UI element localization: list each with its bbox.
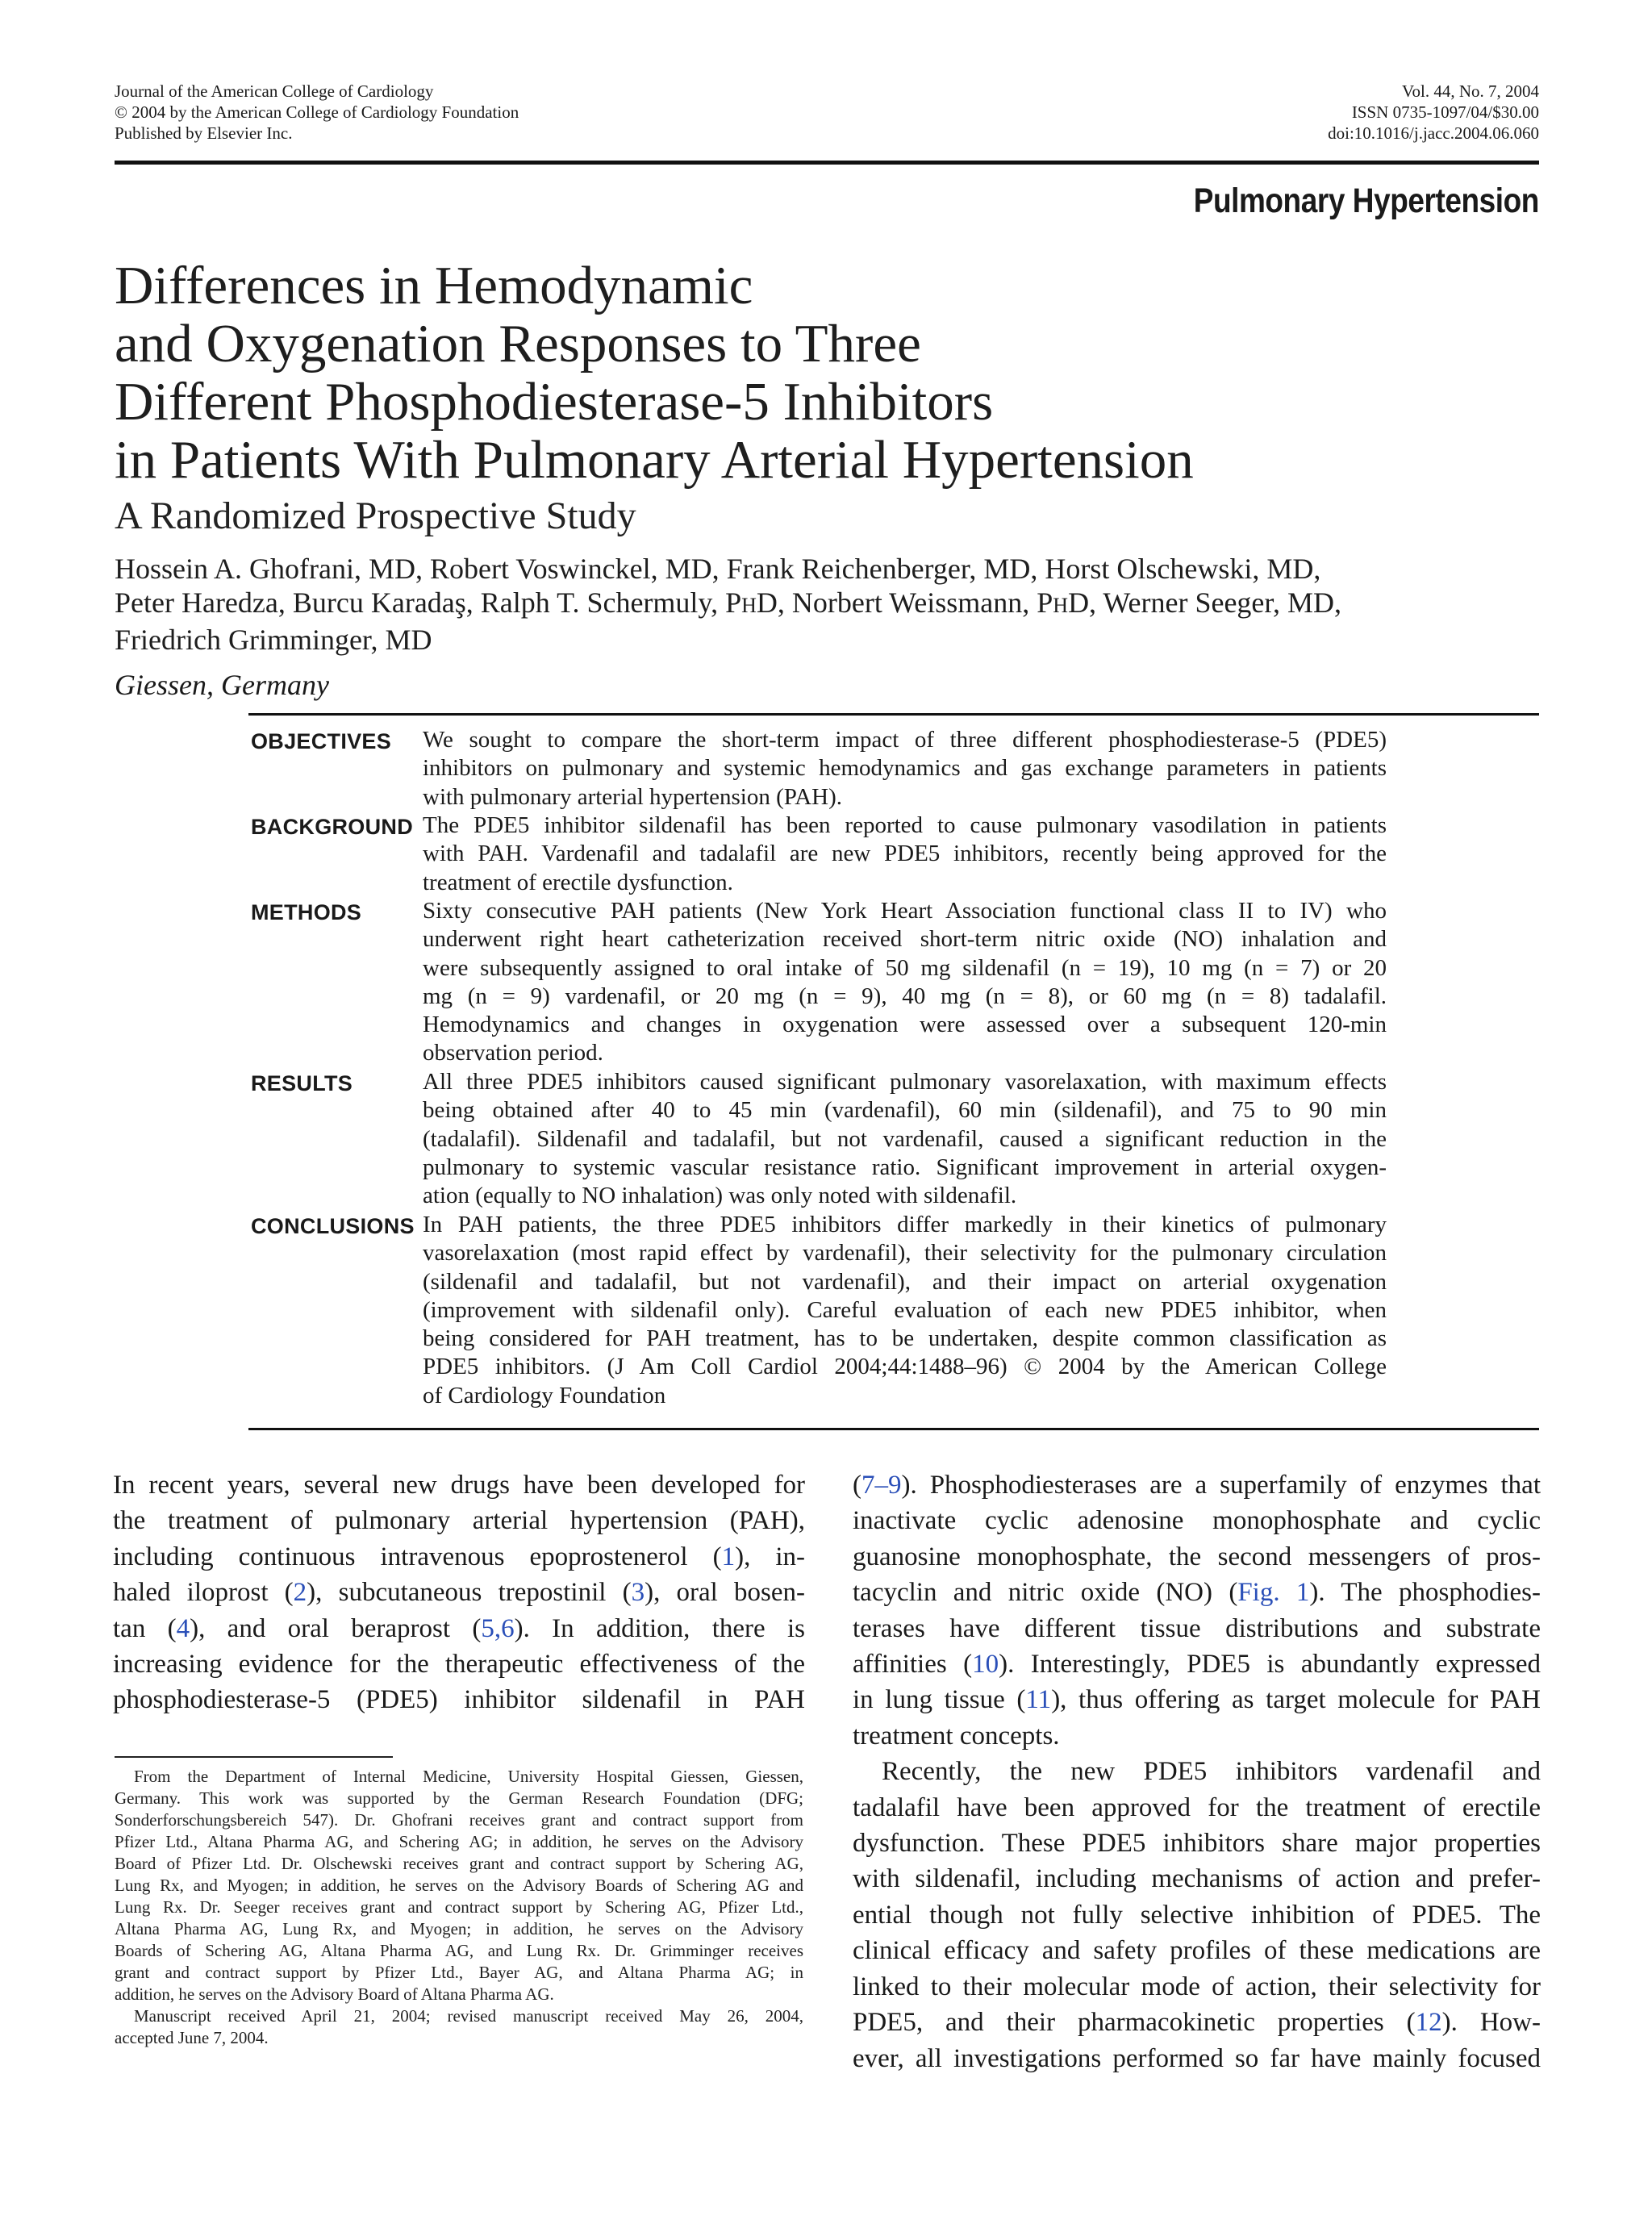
objectives-label: OBJECTIVES bbox=[251, 729, 392, 753]
title-line: Differences in Hemodynamic bbox=[115, 256, 753, 315]
footnote-line: addition, he serves on the Advisory Board of Altana Pharma AG. bbox=[115, 1984, 554, 2004]
footnote-rule bbox=[115, 1756, 393, 1758]
footnote-line: Lung Rx. Dr. Seeger receives grant and contract support by Schering AG, Pfizer Ltd., bbox=[115, 1897, 803, 1917]
author-list bbox=[115, 552, 1550, 657]
conclusions-text: In PAH patients, the three PDE5 inhibitors differ markedly in their kinetics of pulmonary vasorelaxation (most rapid effect by vardenafil), their selectivity for the pulmonary circulation (sildenafil and tadalafil, but not vardenafil), and their impact on arterial oxygenation (improvement with sildenafil only). Careful evaluation of each new PDE5 inhibitor, when being considered for PAH treatment, has to be undertaken, despite common classification as PDE5 inhibitors. (J Am Coll Cardiol 2004;44:1488–96) © 2004 by the American College of Cardiology Foundation bbox=[423, 1212, 1387, 1408]
footnote-line: From the Department of Internal Medicine, University Hospital Giessen, Giessen, bbox=[134, 1767, 803, 1786]
author-line: Peter Haredza, Burcu Karadaş, Ralph T. Schermuly, PHD, Norbert Weissmann, PHD, Werner Seeger, MD, bbox=[115, 586, 1341, 619]
body-line: clinical efficacy and safety profiles of these medications are bbox=[853, 1936, 1541, 1966]
footnote-line: Germany. This work was supported by the German Research Foundation (DFG; bbox=[115, 1788, 803, 1808]
title-line: Different Phosphodiesterase-5 Inhibitors bbox=[115, 372, 994, 432]
background-text: The PDE5 inhibitor sildenafil has been reported to cause pulmonary vasodilation in patients with PAH. Vardenafil and tadalafil are new PDE5 inhibitors, recently being approved for the treatment of erectile dysfunction. bbox=[423, 812, 1387, 895]
article-subtitle: A Randomized Prospective Study bbox=[115, 494, 636, 537]
body-line: dysfunction. These PDE5 inhibitors share major properties bbox=[853, 1829, 1541, 1859]
body-line: haled iloprost (2), subcutaneous trepostinil (3), oral bosen- bbox=[113, 1578, 805, 1608]
citation-link[interactable]: 3 bbox=[631, 1578, 645, 1608]
body-line: tadalafil have been approved for the treatment of erectile bbox=[853, 1792, 1541, 1822]
body-line: In recent years, several new drugs have been developed for bbox=[113, 1471, 805, 1500]
citation-link[interactable]: 2 bbox=[293, 1578, 307, 1608]
journal-info bbox=[115, 81, 519, 144]
issue-info bbox=[1328, 81, 1539, 144]
body-line: increasing evidence for the therapeutic effectiveness of the bbox=[113, 1650, 805, 1680]
body-line: terases have different tissue distributions and substrate bbox=[853, 1613, 1541, 1643]
results-text: All three PDE5 inhibitors caused significant pulmonary vasorelaxation, with maximum effects being obtained after 40 to 45 min (vardenafil), 60 min (sildenafil), and 75 to 90 min (tadalafil). Sildenafil and tadalafil, but not vardenafil, caused a significant reduction in the pulmonary to systemic vascular resistance ratio. Significant improvement in arterial oxygen- ation (equally to NO inhalation) was only noted with sildenafil. bbox=[423, 1069, 1387, 1209]
journal-name: Journal of the American College of Cardiology bbox=[115, 81, 434, 101]
footnote-line: Board of Pfizer Ltd. Dr. Olschewski receives grant and contract support by Schering AG, bbox=[115, 1854, 803, 1873]
citation-link[interactable]: 4 bbox=[176, 1613, 190, 1643]
body-line: inactivate cyclic adenosine monophosphate and cyclic bbox=[853, 1506, 1541, 1536]
body-line: including continuous intravenous epoprostenerol (1), in- bbox=[113, 1542, 806, 1571]
body-line: Recently, the new PDE5 inhibitors vardenafil and bbox=[882, 1757, 1541, 1787]
citation-link[interactable]: 10 bbox=[972, 1650, 999, 1680]
citation-link[interactable]: 1 bbox=[721, 1542, 736, 1571]
citation-link[interactable]: 5,6 bbox=[481, 1613, 515, 1643]
citation-link[interactable]: 12 bbox=[1415, 2008, 1442, 2038]
manuscript-dates: Manuscript received April 21, 2004; revised manuscript received May 26, 2004, bbox=[134, 2006, 803, 2026]
body-line: affinities (10). Interestingly, PDE5 is abundantly expressed bbox=[853, 1650, 1541, 1680]
journal-copyright: © 2004 by the American College of Cardiology Foundation bbox=[115, 102, 519, 122]
doi[interactable]: doi:10.1016/j.jacc.2004.06.060 bbox=[1328, 123, 1539, 143]
body-line: in lung tissue (11), thus offering as target molecule for PAH bbox=[853, 1685, 1541, 1715]
header-rule bbox=[115, 161, 1539, 165]
body-line: tacyclin and nitric oxide (NO) (Fig. 1). The phosphodies- bbox=[853, 1578, 1541, 1608]
body-line: ential though not fully selective inhibition of PDE5. The bbox=[853, 1900, 1541, 1930]
section-label: Pulmonary Hypertension bbox=[1193, 182, 1539, 220]
citation-link[interactable]: 7–9 bbox=[861, 1471, 902, 1500]
body-line: PDE5, and their pharmacokinetic properties (12). How- bbox=[853, 2008, 1541, 2038]
conclusions-label: CONCLUSIONS bbox=[251, 1214, 415, 1238]
issn: ISSN 0735-1097/04/$30.00 bbox=[1351, 102, 1539, 122]
footnotes bbox=[115, 1766, 803, 2049]
author-location: Giessen, Germany bbox=[115, 669, 329, 701]
body-column-left bbox=[113, 1467, 805, 1718]
objectives-text: We sought to compare the short-term impact of three different phosphodiesterase-5 (PDE5) inhibitors on pulmonary and systemic hemodynamics and gas exchange parameters in patients with pulmonary arterial hypertension (PAH). bbox=[423, 727, 1387, 810]
body-line: ever, all investigations performed so far have mainly focused bbox=[853, 2043, 1541, 2073]
background-label: BACKGROUND bbox=[251, 815, 413, 839]
body-line: phosphodiesterase-5 (PDE5) inhibitor sildenafil in PAH bbox=[113, 1685, 805, 1715]
volume-info: Vol. 44, No. 7, 2004 bbox=[1402, 81, 1539, 101]
footnote-line: Pfizer Ltd., Altana Pharma AG, and Schering AG; in addition, he serves on the Advisory bbox=[115, 1832, 803, 1851]
body-line: (7–9). Phosphodiesterases are a superfamily of enzymes that bbox=[853, 1471, 1541, 1500]
footnote-line: Altana Pharma AG, Lung Rx, and Myogen; in addition, he serves on the Advisory bbox=[115, 1919, 803, 1938]
body-column-right bbox=[853, 1467, 1541, 2076]
footnote-line: Lung Rx, and Myogen; in addition, he serves on the Advisory Boards of Schering AG and bbox=[115, 1876, 803, 1895]
author-line: Hossein A. Ghofrani, MD, Robert Voswinckel, MD, Frank Reichenberger, MD, Horst Olschewski, MD, bbox=[115, 553, 1321, 585]
citation-link[interactable]: 11 bbox=[1025, 1685, 1052, 1715]
abstract-rule-bottom bbox=[248, 1428, 1539, 1430]
title-line: and Oxygenation Responses to Three bbox=[115, 314, 921, 373]
abstract-rule-top bbox=[248, 713, 1539, 716]
article-title bbox=[115, 257, 1194, 489]
body-line: tan (4), and oral beraprost (5,6). In addition, there is bbox=[113, 1613, 805, 1643]
body-line: guanosine monophosphate, the second messengers of pros- bbox=[853, 1542, 1541, 1571]
figure-link[interactable]: Fig. 1 bbox=[1237, 1578, 1310, 1608]
title-line: in Patients With Pulmonary Arterial Hypertension bbox=[115, 430, 1194, 490]
manuscript-dates: accepted June 7, 2004. bbox=[115, 2028, 269, 2047]
footnote-line: Sonderforschungsbereich 547). Dr. Ghofrani receives grant and contract support from bbox=[115, 1810, 803, 1830]
methods-text: Sixty consecutive PAH patients (New York Heart Association functional class II to IV) who underwent right heart catheterization received short-term nitric oxide (NO) inhalation and were subsequently assigned to oral intake of 50 mg sildenafil (n = 19), 10 mg (n = 7) or 20 mg (n = 9) vardenafil, or 20 mg (n = 9), 40 mg (n = 8), or 60 mg (n = 8) tadalafil. Hemodynamics and changes in oxygenation were assessed over a subsequent 120-min observation period. bbox=[423, 898, 1387, 1066]
body-line: treatment concepts. bbox=[853, 1721, 1060, 1751]
footnote-line: grant and contract support by Pfizer Ltd., Bayer AG, and Altana Pharma AG; in bbox=[115, 1963, 803, 1982]
body-line: the treatment of pulmonary arterial hypertension (PAH), bbox=[113, 1506, 805, 1536]
journal-publisher: Published by Elsevier Inc. bbox=[115, 123, 293, 143]
results-label: RESULTS bbox=[251, 1071, 353, 1095]
body-line: with sildenafil, including mechanisms of action and prefer- bbox=[853, 1864, 1541, 1894]
footnote-line: Boards of Schering AG, Altana Pharma AG, and Lung Rx. Dr. Grimminger receives bbox=[115, 1941, 803, 1960]
author-line: Friedrich Grimminger, MD bbox=[115, 624, 432, 656]
methods-label: METHODS bbox=[251, 900, 362, 924]
body-line: linked to their molecular mode of action, their selectivity for bbox=[853, 1972, 1541, 2001]
